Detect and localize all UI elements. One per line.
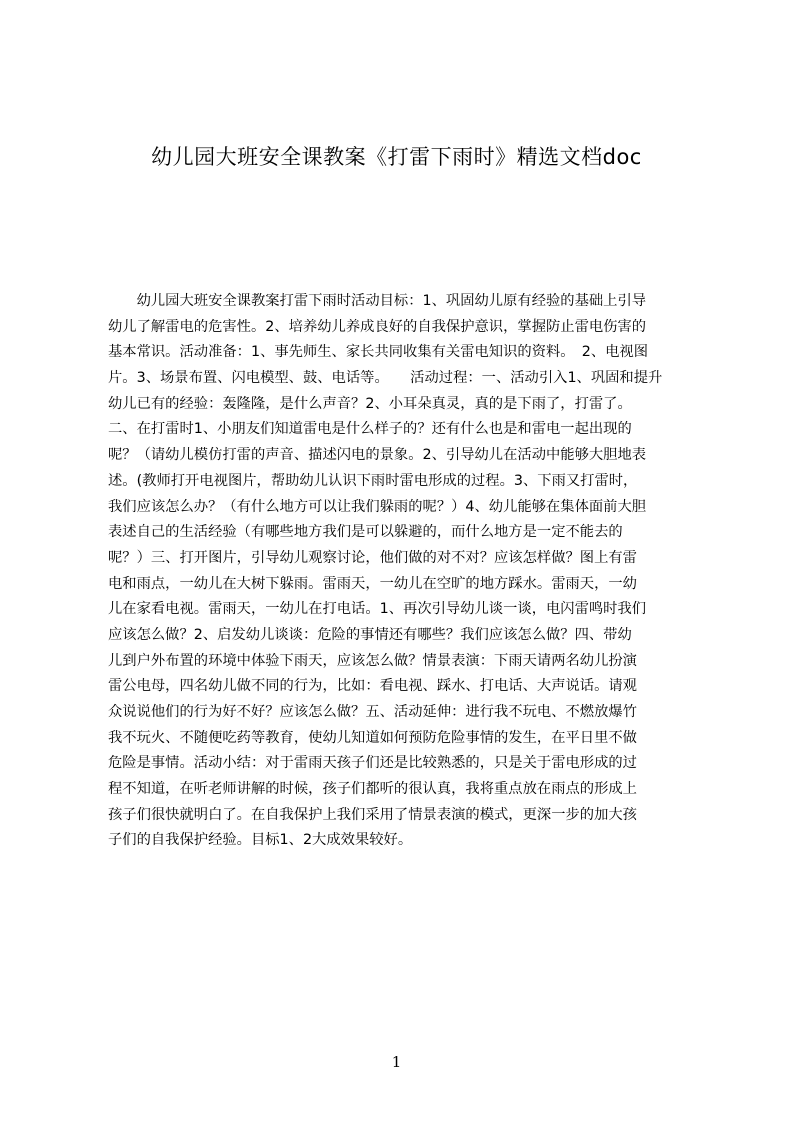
body-line: 众说说他们的行为好不好？应该怎么做？五、活动延伸：进行我不玩电、不燃放爆竹 [108,704,637,720]
body-line: 孩子们很快就明白了。在自我保护上我们采用了情景表演的模式，更深一步的加大孩 [108,806,637,823]
body-line: 述。(教师打开电视图片，帮助幼儿认识下雨时雷电形成的过程。3、下雨又打雷时， [108,472,638,489]
body-line: 我不玩火、不随便吃药等教育，使幼儿知道如何预防危险事情的发生，在平日里不做 [108,729,637,746]
body-line: 危险是事情。活动小结：对于雷雨天孩子们还是比较熟悉的，只是关于雷电形成的过 [108,755,637,772]
body-line: 雷公电母，四名幼儿做不同的行为，比如：看电视、踩水、打电话、大声说话。请观 [108,678,637,695]
body-line: 呢？）三、打开图片，引导幼儿观察讨论，他们做的对不对？应该怎样做？图上有雷 [108,549,637,566]
document-title: 幼儿园大班安全课教案《打雷下雨时》精选文档doc [151,145,642,169]
body-text [108,289,698,889]
body-line: 儿在家看电视。雷雨天，一幼儿在打电话。1、再次引导幼儿谈一谈，电闪雷鸣时我们 [108,601,647,618]
body-line: 子们的自我保护经验。目标1、2大成效果较好。 [108,832,413,849]
body-line: 幼儿已有的经验：轰隆隆，是什么声音？2、小耳朵真灵，真的是下雨了，打雷了。 [108,395,632,412]
body-line: 幼儿园大班安全课教案打雷下雨时活动目标：1、巩固幼儿原有经验的基础上引导 [108,293,647,309]
body-line: 基本常识。活动准备：1、事先师生、家长共同收集有关雷电知识的资料。 2、电视图 [108,344,649,361]
body-line: 电和雨点，一幼儿在大树下躲雨。雷雨天，一幼儿在空旷的地方踩水。雷雨天，一幼 [108,575,637,592]
body-line: 幼儿了解雷电的危害性。2、培养幼儿养成良好的自我保护意识，掌握防止雷电伤害的 [108,318,647,335]
body-line: 应该怎么做？2、启发幼儿谈谈：危险的事情还有哪些？我们应该怎么做？四、带幼 [108,626,632,643]
body-line: 程不知道，在听老师讲解的时候，孩子们都听的很认真，我将重点放在雨点的形成上 [108,781,637,798]
body-line: 呢？（请幼儿模仿打雷的声音、描述闪电的景象。2、引导幼儿在活动中能够大胆地表 [108,447,647,464]
page-number: 1 [391,1053,402,1071]
body-line: 表述自己的生活经验（有哪些地方我们是可以躲避的，而什么地方是一定不能去的 [108,524,623,541]
body-line: 片。3、场景布置、闪电模型、鼓、电话等。 活动过程：一、活动引入1、巩固和提升 [108,370,663,387]
body-line: 儿到户外布置的环境中体验下雨天，应该怎么做？情景表演：下雨天请两名幼儿扮演 [108,652,637,669]
body-line: 二、在打雷时1、小朋友们知道雷电是什么样子的？还有什么也是和雷电一起出现的 [108,421,632,438]
body-line: 我们应该怎么办？（有什么地方可以让我们躲雨的呢？）4、幼儿能够在集体面前大胆 [108,498,647,515]
